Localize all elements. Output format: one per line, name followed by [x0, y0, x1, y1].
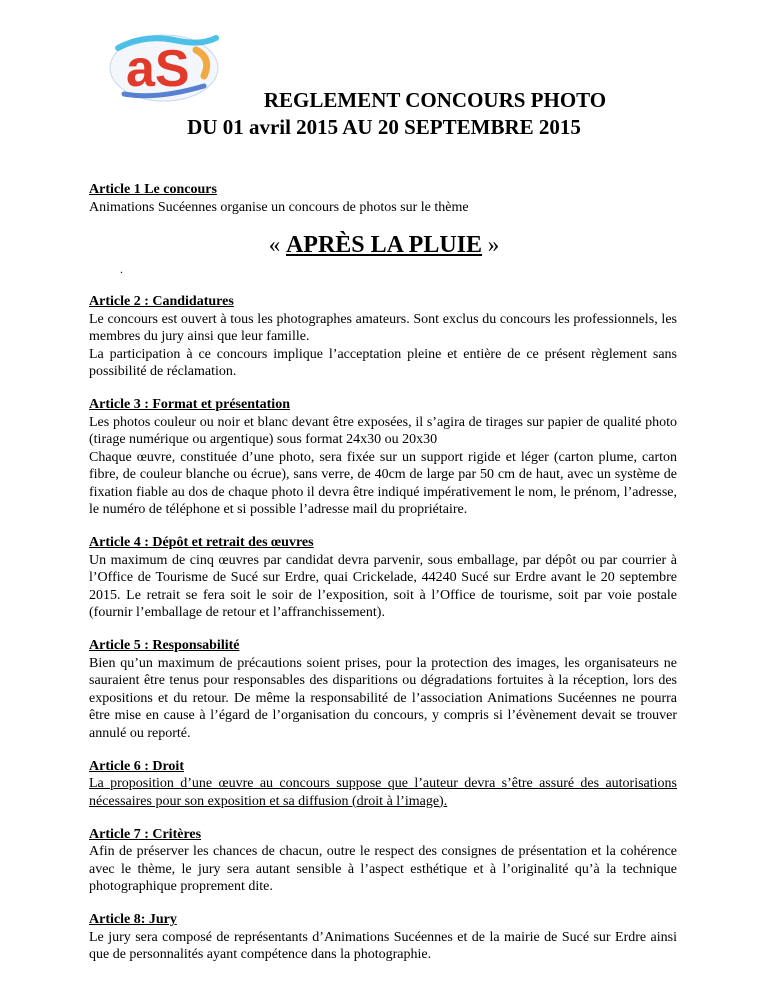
article-paragraph: La participation à ce concours implique l’acceptation pleine et entière de ce présent règlement sans possibilité de réclamation. — [89, 346, 677, 379]
article-paragraph: Le concours est ouvert à tous les photographes amateurs. Sont exclus du concours les professionnels, les membres du jury ainsi que leur famille. — [89, 311, 677, 344]
article-2 — [89, 293, 677, 381]
article-paragraph: Les photos couleur ou noir et blanc devant être exposées, il s’agira de tirages sur papier de qualité photo (tirage numérique ou argentique) sous format 24x30 ou 20x30 — [89, 414, 677, 447]
article-heading: Article 5 : Responsabilité — [89, 638, 240, 653]
article-heading: Article 3 : Format et présentation — [89, 397, 290, 412]
theme-close-quote: » — [482, 232, 500, 257]
article-5 — [89, 637, 677, 742]
article-heading: Article 1 Le concours — [89, 182, 217, 197]
article-7 — [89, 826, 677, 896]
article-heading: Article 2 : Candidatures — [89, 294, 234, 309]
article-heading: Article 6 : Droit — [89, 758, 184, 774]
article-paragraph: La proposition d’une œuvre au concours suppose que l’auteur devra s’être assuré des autorisations nécessaires pour son exposition et sa diffusion (droit à l’image). — [89, 776, 677, 809]
article-paragraph: Le jury sera composé de représentants d’Animations Sucéennes et de la mairie de Sucé sur Erdre ainsi que de personnalités ayant compétence dans la photographie. — [89, 929, 677, 962]
theme-title: APRÈS LA PLUIE — [285, 232, 483, 258]
article-paragraph: Chaque œuvre, constituée d’une photo, sera fixée sur un support rigide et léger (carton plume, carton fibre, de couleur blanche ou écrue), sans verre, de 40cm de large par 50 cm de haut, avec un système de fixation fiable au dos de chaque photo il devra être indiqué impérativement le nom, le prénom, l’adresse, le numéro de téléphone et si possible l’adresse mail du propriétaire. — [89, 449, 677, 517]
article-6 — [89, 758, 677, 811]
article-4 — [89, 534, 677, 622]
contest-theme — [0, 232, 768, 259]
article-heading: Article 4 : Dépôt et retrait des œuvres — [89, 535, 314, 550]
article-8 — [89, 911, 677, 964]
article-paragraph: Bien qu’un maximum de précautions soient prises, pour la protection des images, les organisateurs ne sauraient être tenus pour responsables des disparitions ou dégradations fortuites à la réception, lors des expositions et du retour. De même la responsabilité de l’association Animations Sucéennes ne pourra être mise en cause à l’égard de l’organisation du concours, y compris si l’évènement devait se trouver annulé ou reporté. — [89, 655, 677, 741]
theme-open-quote: « — [268, 232, 286, 257]
stray-mark: . — [120, 262, 123, 276]
article-3 — [89, 396, 677, 519]
article-paragraph: Afin de préserver les chances de chacun, outre le respect des consignes de présentation et la cohérence avec le thème, le jury sera autant sensible à l’aspect esthétique et à l’originalité qu’à la technique photographique proprement dite. — [89, 844, 677, 894]
article-1 — [89, 181, 677, 216]
article-paragraph: Un maximum de cinq œuvres par candidat devra parvenir, sous emballage, par dépôt ou par courrier à l’Office de Tourisme de Sucé sur Erdre, quai Crickelade, 44240 Sucé sur Erdre avant le 20 septembre 2015. Le retrait se fera soit le soir de l’exposition, soit à l’Office de tourisme, soit par voie postale (fournir l’emballage de retour et l’affranchissement). — [89, 552, 677, 620]
article-heading: Article 7 : Critères — [89, 826, 202, 842]
logo-text: aS — [126, 40, 190, 98]
articles-list — [89, 293, 677, 979]
article-text: Animations Sucéennes organise un concours de photos sur le thème — [89, 199, 469, 215]
article-heading: Article 8: Jury — [89, 912, 177, 927]
page-subtitle-dates: DU 01 avril 2015 AU 20 SEPTEMBRE 2015 — [187, 115, 581, 139]
page-title: REGLEMENT CONCOURS PHOTO — [263, 88, 607, 112]
